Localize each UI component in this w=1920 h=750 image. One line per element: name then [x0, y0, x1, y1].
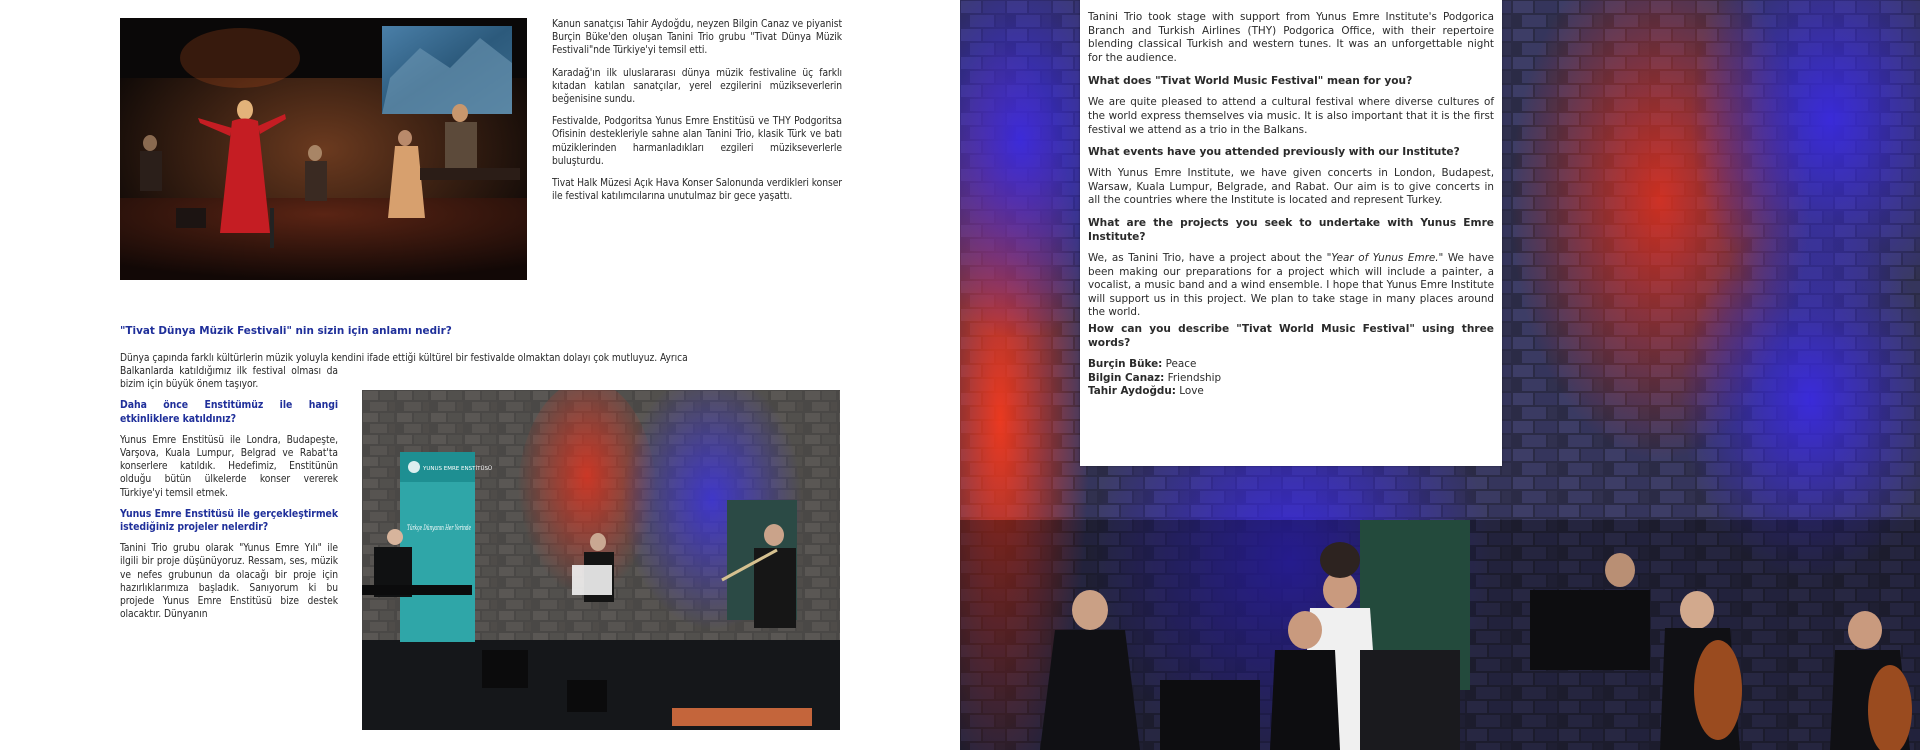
- answer-paragraph-line: Dünya çapında farklı kültürlerin müzik yoluyla kendini ifade ettiği kültürel bir festivalde olmaktan dolayı çok mutluyuz. Ayrıca: [120, 353, 688, 364]
- three-words-answers: [1088, 358, 1494, 399]
- question-heading: How can you describe "Tivat World Music Festival" using three words?: [1088, 322, 1494, 349]
- answer-row: [1088, 358, 1494, 372]
- answer-paragraph: Tanini Trio grubu olarak "Yunus Emre Yılı" ile ilgili bir proje düşünüyoruz. Ressam, ses, müzik ve nefes grubunun da olacağı bir proje için hazırlıklarımıza başladık. Sanıyorum ki bu projede Yunus Emre Enstitüsü bize destek olacaktır. Dünyanın: [120, 543, 338, 621]
- question-heading: Daha önce Enstitümüz ile hangi etkinliklere katıldınız?: [120, 399, 338, 425]
- answer-paragraph: Yunus Emre Enstitüsü ile Londra, Budapeşte, Varşova, Kuala Lumpur, Belgrad ve Rabat'ta konserlere katıldık. Hedefimiz, Enstitünün olduğu bütün ülkelerde konser vererek Türkiye'yi temsil etmek.: [120, 434, 338, 499]
- musician-name: Burçin Büke:: [1088, 357, 1163, 370]
- banner-logo-text: YUNUS EMRE ENSTİTÜSÜ: [423, 466, 492, 472]
- concert-stage-photo: [120, 18, 527, 280]
- answer-text: We have been making our preparations for a project which will include a painter, a vocalist, a music band and a wind ensemble. I hope that Yunus Emre Institute will support us in this project. We plan to take stage in many places around the world.: [1088, 251, 1494, 319]
- intro-paragraph: Tanini Trio took stage with support from Yunus Emre Institute's Podgorica Branch and Turkish Airlines (THY) Podgorica Office, with their repertoire blending classical Turkish and western tunes. It was an unforgettable night for the audience.: [1088, 11, 1494, 64]
- answer-word: Peace: [1165, 357, 1197, 370]
- answer-paragraph: [1088, 252, 1494, 320]
- interview-content: [1088, 11, 1494, 399]
- question-heading: Yunus Emre Enstitüsü ile gerçekleştirmek istediğiniz projeler nelerdir?: [120, 507, 338, 534]
- answer-word: Love: [1179, 385, 1204, 398]
- left-column: [120, 365, 338, 621]
- question-heading: What does "Tivat World Music Festival" mean for you?: [1088, 75, 1413, 88]
- answer-paragraph: Balkanlarda katıldığımız ilk festival olması da bizim için büyük önem taşıyor.: [120, 366, 338, 391]
- intro-paragraph: Festivalde, Podgoritsa Yunus Emre Enstitüsü ve THY Podgoritsa Ofisinin destekleriyle sahne alan Tanini Trio, klasik Türk ve batı müziklerinden harmanladıkları ezgileri müzikseverlerle buluşturdu.: [552, 116, 842, 167]
- intro-paragraph: Tivat Halk Müzesi Açık Hava Konser Salonunda verdikleri konser ile festival katılımcılarına unutulmaz bir gece yaşattı.: [552, 178, 842, 203]
- stone-wall-concert-photo: [362, 390, 840, 730]
- question-heading: "Tivat Dünya Müzik Festivali" nin sizin için anlamı nedir?: [120, 325, 452, 337]
- musician-name: Tahir Aydoğdu:: [1088, 385, 1176, 398]
- answer-row: [1088, 372, 1494, 386]
- intro-text: [552, 18, 842, 203]
- intro-paragraph: Kanun sanatçısı Tahir Aydoğdu, neyzen Bilgin Canaz ve piyanist Burçin Büke'den oluşan Tanini Trio grubu "Tivat Dünya Müzik Festivali"nde Türkiye'yi temsil etti.: [552, 19, 842, 57]
- answer-row: [1088, 385, 1494, 399]
- banner-script-text: Türkçe Dünyanın Her Yerinde: [407, 524, 471, 532]
- year-of-yunus-emre-emphasis: "Year of Yunus Emre.": [1326, 251, 1444, 264]
- answer-paragraph: With Yunus Emre Institute, we have given concerts in London, Budapest, Warsaw, Kuala Lumpur, Belgrade, and Rabat. Our aim is to give concerts in all the countries where the Institute is located and represent Turkey.: [1088, 167, 1494, 207]
- musician-name: Bilgin Canaz:: [1088, 371, 1165, 384]
- answer-text: We, as Tanini Trio, have a project about the: [1088, 251, 1327, 264]
- question-heading: What events have you attended previously with our Institute?: [1088, 146, 1460, 159]
- answer-word: Friendship: [1167, 371, 1222, 384]
- intro-paragraph: Karadağ'ın ilk uluslararası dünya müzik festivaline üç farklı kıtadan katılan sanatçılar, yerel ezgilerini müzikseverlerin beğenisine sundu.: [552, 67, 842, 106]
- question-heading: What are the projects you seek to undertake with Yunus Emre Institute?: [1088, 216, 1494, 243]
- answer-paragraph: We are quite pleased to attend a cultural festival where diverse cultures of the world express themselves via music. It is also important that it is the first festival we attend as a trio in the Balkans.: [1088, 96, 1494, 136]
- interview-text-box: [1080, 0, 1502, 466]
